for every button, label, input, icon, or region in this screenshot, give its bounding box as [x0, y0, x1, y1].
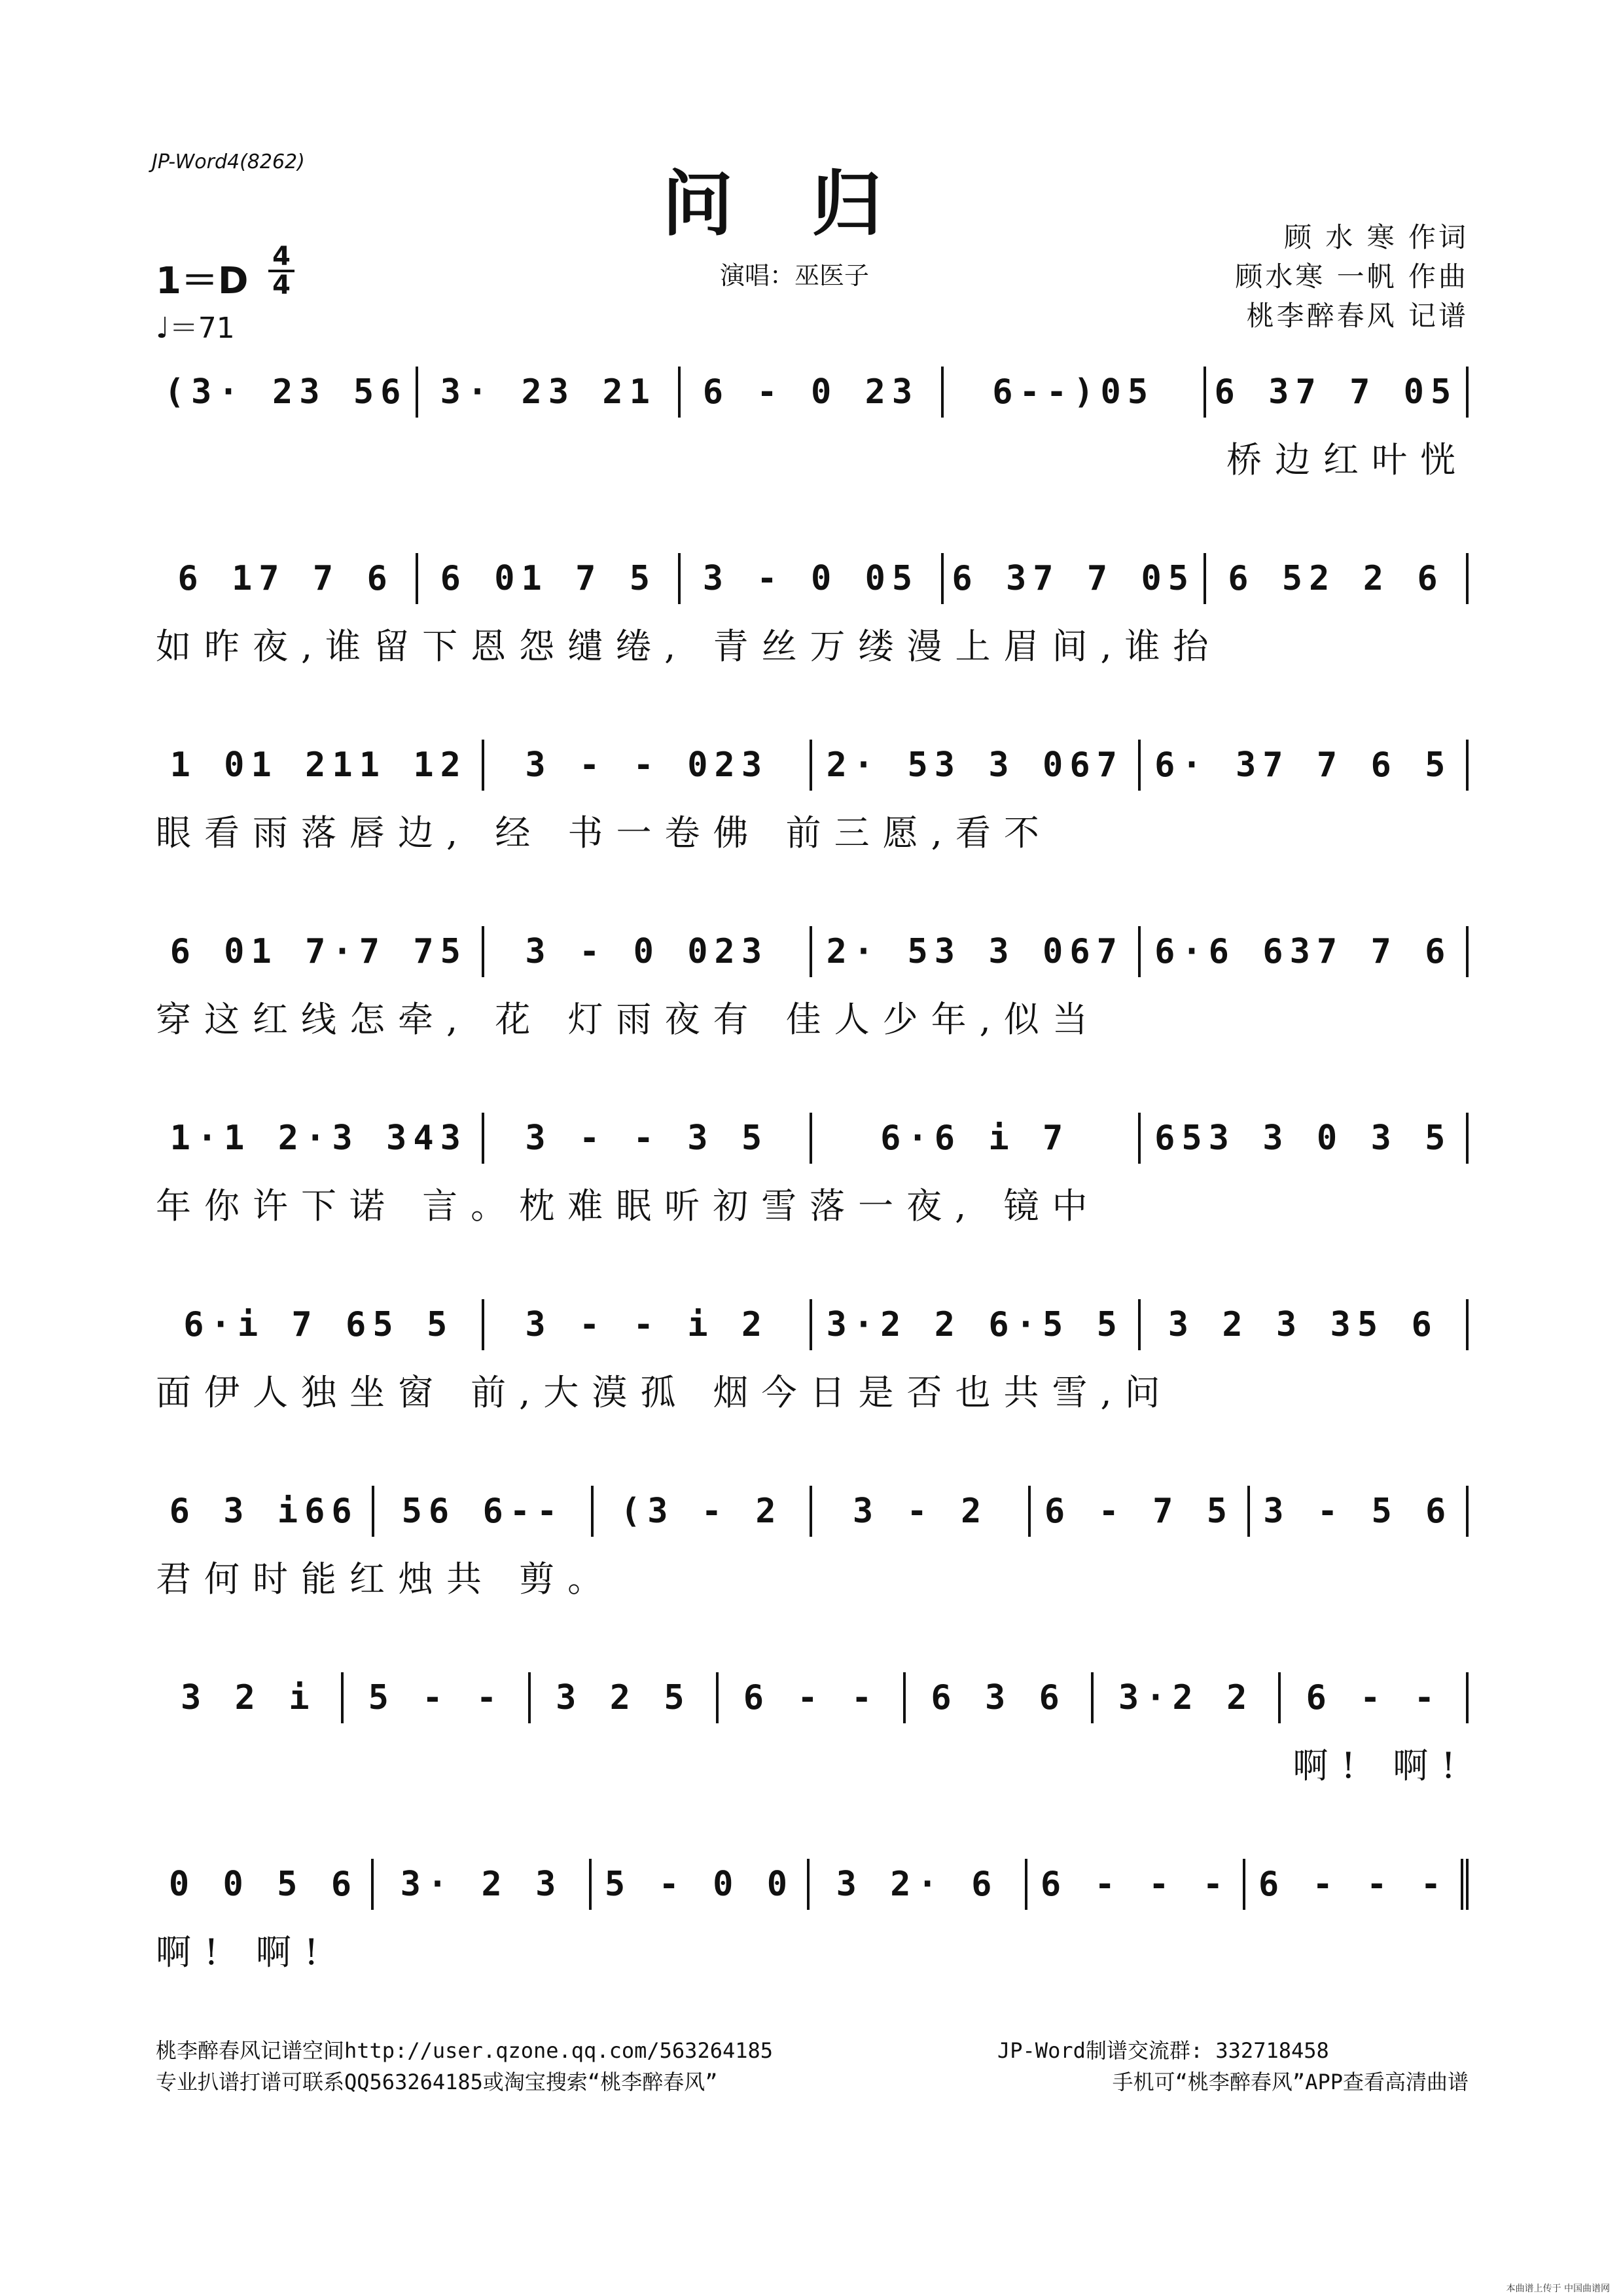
measure: 6 - 7 5 — [1031, 1486, 1249, 1537]
measure: 3 - 0 05 — [681, 553, 943, 604]
measure: 653 3 0 3 5 — [1141, 1113, 1469, 1164]
lyrics-line: 桥边红叶恍 — [1226, 439, 1469, 480]
measure: 3 2 i — [156, 1672, 344, 1723]
measure: 2· 53 3 067 — [812, 740, 1141, 791]
time-denominator: 4 — [268, 270, 294, 298]
transcriber-credit: 桃李醉春风 记谱 — [1246, 300, 1469, 332]
measure: 3 - - i 2 — [484, 1299, 813, 1350]
measure: 6·6 637 7 6 — [1141, 926, 1469, 977]
measure: 3·2 2 — [1094, 1672, 1281, 1723]
measure: 6 37 7 05 — [944, 553, 1206, 604]
lyrics-line: 穿这红线怎牵, 花 灯雨夜有 佳人少年,似当 — [156, 999, 1101, 1040]
notes-line — [156, 1113, 1469, 1164]
footer-right-1: JP-Word制谱交流群: 332718458 — [997, 2038, 1329, 2063]
measure: 3 2 5 — [531, 1672, 719, 1723]
measure: 5 - - — [344, 1672, 531, 1723]
lyrics-line: 君何时能红烛共 剪。 — [156, 1558, 616, 1600]
measure: 6 01 7 5 — [418, 553, 681, 604]
notes-line — [156, 1299, 1469, 1350]
notes-line — [156, 740, 1469, 791]
measure: (3 - 2 — [594, 1486, 812, 1537]
notes-line — [156, 1672, 1469, 1723]
lyrics-line: 啊! 啊! — [1293, 1745, 1469, 1786]
measure: 1 01 211 12 — [156, 740, 484, 791]
lyrics-line: 眼看雨落唇边, 经 书一卷佛 前三愿,看不 — [156, 812, 1052, 853]
lyricist-credit: 顾 水 寒 作词 — [1283, 221, 1469, 253]
measure: 6 - - — [1281, 1672, 1469, 1723]
notes-line — [156, 1859, 1469, 1910]
measure: 6 - - — [719, 1672, 906, 1723]
measure: 6 17 7 6 — [156, 553, 418, 604]
composer-credit: 顾水寒 一帆 作曲 — [1235, 260, 1469, 293]
lyrics-line: 如昨夜,谁留下恩怨缱绻, 青丝万缕漫上眉间,谁抬 — [156, 626, 1222, 667]
measure: 6 37 7 05 — [1206, 367, 1469, 418]
lyrics-line: 面伊人独坐窗 前,大漠孤 烟今日是否也共雪,问 — [156, 1372, 1173, 1413]
measure: 0 0 5 6 — [156, 1859, 374, 1910]
time-signature — [268, 243, 294, 298]
measure: 3 - 2 — [812, 1486, 1031, 1537]
measure: 3 - 5 6 — [1250, 1486, 1469, 1537]
measure: 3 - - 3 5 — [484, 1113, 813, 1164]
measure: 6--)05 — [944, 367, 1206, 418]
measure: 3 - 0 023 — [484, 926, 813, 977]
tempo-mark: ♩＝71 — [156, 312, 235, 345]
measure: 6·6 i 7 — [812, 1113, 1141, 1164]
measure: 3· 23 21 — [418, 367, 681, 418]
notes-line — [156, 367, 1469, 418]
lyrics-line: 啊! 啊! — [156, 1931, 332, 1973]
measure: 6· 37 7 6 5 — [1141, 740, 1469, 791]
measure: (3· 23 56 — [156, 367, 418, 418]
measure: 6 - 0 23 — [681, 367, 943, 418]
notes-line — [156, 1486, 1469, 1537]
measure: 3·2 2 6·5 5 — [812, 1299, 1141, 1350]
measure: 6 - - - — [1245, 1859, 1469, 1910]
source-label: JP-Word4(8262) — [152, 151, 305, 173]
measure: 6·i 7 65 5 — [156, 1299, 484, 1350]
measure: 3· 2 3 — [374, 1859, 592, 1910]
measure: 56 6-- — [374, 1486, 593, 1537]
measure: 3 - - 023 — [484, 740, 813, 791]
upload-note: 本曲谱上传于 中国曲谱网 — [1506, 2284, 1610, 2294]
measure: 6 01 7·7 75 — [156, 926, 484, 977]
footer-left-2: 专业扒谱打谱可联系QQ563264185或淘宝搜索“桃李醉春风” — [156, 2070, 718, 2094]
notes-line — [156, 926, 1469, 977]
measure: 3 2 3 35 6 — [1141, 1299, 1469, 1350]
key-signature: 1＝D — [156, 260, 249, 302]
measure: 2· 53 3 067 — [812, 926, 1141, 977]
lyrics-line: 年你许下诺 言。枕难眠听初雪落一夜, 镜中 — [156, 1185, 1101, 1227]
measure: 6 52 2 6 — [1206, 553, 1469, 604]
measure: 6 - - - — [1027, 1859, 1245, 1910]
measure: 6 3 i66 — [156, 1486, 374, 1537]
measure: 1·1 2·3 343 — [156, 1113, 484, 1164]
song-title: 问归 — [662, 164, 961, 245]
measure: 3 2· 6 — [810, 1859, 1027, 1910]
footer-right-2: 手机可“桃李醉春风”APP查看高清曲谱 — [1112, 2070, 1469, 2094]
time-numerator: 4 — [272, 242, 291, 272]
measure: 6 3 6 — [906, 1672, 1094, 1723]
measure: 5 - 0 0 — [592, 1859, 810, 1910]
singer-credit: 演唱：巫医子 — [720, 261, 870, 290]
notes-line — [156, 553, 1469, 604]
footer-left-1: 桃李醉春风记谱空间http://user.qzone.qq.com/563264185 — [156, 2038, 774, 2063]
